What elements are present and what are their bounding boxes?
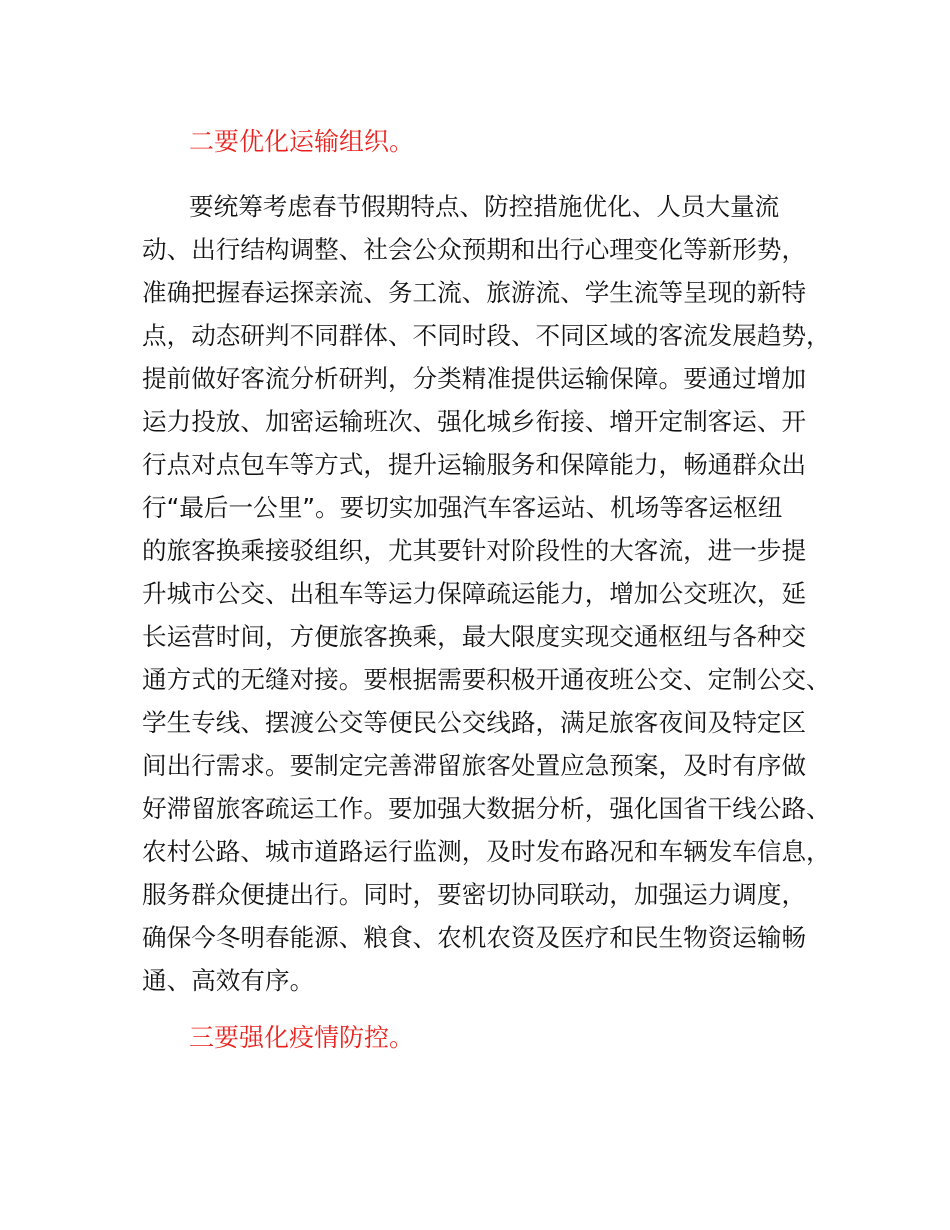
paragraph-line: 服务群众便捷出行。同时，要密切协同联动，加强运力调度， (142, 880, 807, 909)
paragraph-line: 好滞留旅客疏运工作。要加强大数据分析，强化国省干线公路、 (142, 794, 831, 823)
paragraph-line: 运力投放、加密运输班次、强化城乡衔接、增开定制客运、开 (142, 407, 807, 436)
paragraph-line: 动、出行结构调整、社会公众预期和出行心理变化等新形势， (142, 235, 807, 264)
paragraph-line: 通方式的无缝对接。要根据需要积极开通夜班公交、定制公交、 (142, 665, 831, 694)
paragraph-line: 提前做好客流分析研判，分类精准提供运输保障。要通过增加 (142, 364, 807, 393)
paragraph-line: 长运营时间，方便旅客换乘，最大限度实现交通枢纽与各种交 (142, 622, 807, 651)
paragraph-line: 学生专线、摆渡公交等便民公交线路，满足旅客夜间及特定区 (142, 708, 807, 737)
paragraph-line: 点，动态研判不同群体、不同时段、不同区域的客流发展趋势， (142, 321, 831, 350)
paragraph-line: 准确把握春运探亲流、务工流、旅游流、学生流等呈现的新特 (142, 278, 807, 307)
section-heading-3: 三要强化疫情防控。 (189, 1023, 415, 1052)
paragraph-line: 的旅客换乘接驳组织，尤其要针对阶段性的大客流，进一步提 (142, 536, 807, 565)
paragraph-line: 升城市公交、出租车等运力保障疏运能力，增加公交班次，延 (142, 579, 807, 608)
paragraph-line: 通、高效有序。 (142, 966, 315, 995)
paragraph-line: 行点对点包车等方式，提升运输服务和保障能力，畅通群众出 (142, 450, 807, 479)
paragraph-line: 确保今冬明春能源、粮食、农机农资及医疗和民生物资运输畅 (142, 923, 807, 952)
paragraph-line: 间出行需求。要制定完善滞留旅客处置应急预案，及时有序做 (142, 751, 807, 780)
section-2-paragraph (142, 185, 842, 1002)
paragraph-line: 农村公路、城市道路运行监测，及时发布路况和车辆发车信息， (142, 837, 831, 866)
paragraph-line: 行“最后一公里”。要切实加强汽车客运站、机场等客运枢纽 (142, 493, 783, 522)
paragraph-line: 要统筹考虑春节假期特点、防控措施优化、人员大量流 (189, 192, 780, 221)
section-heading-2: 二要优化运输组织。 (189, 127, 415, 156)
